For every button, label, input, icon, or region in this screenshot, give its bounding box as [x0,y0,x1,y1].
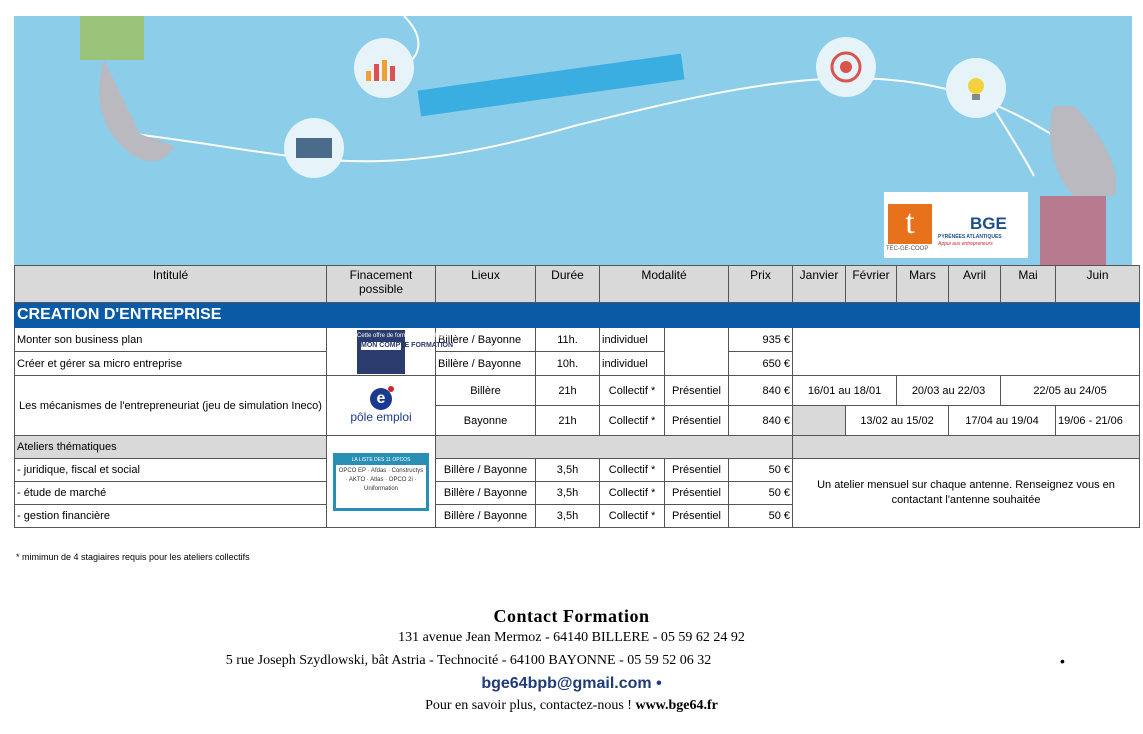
ateliers-gray-band [436,436,793,459]
row-intitule: Créer et gérer sa micro entreprise [15,352,327,376]
header-mai: Mai [1001,266,1056,303]
row-duree: 3,5h [536,459,600,482]
row-modalite: Collectif * [600,505,665,528]
row-prix: 650 € [729,352,793,376]
row-modalite: Collectif * [600,406,665,436]
table-row [15,376,1140,406]
training-schedule-table [14,265,1140,528]
row-duree: 11h. [536,328,600,352]
header-mars: Mars [897,266,949,303]
row-prix: 50 € [729,505,793,528]
header-intitule: Intitulé [15,266,327,303]
row-lieux: Billère / Bayonne [436,505,536,528]
table-row [15,459,1140,482]
row-duree: 3,5h [536,482,600,505]
opco-logo [327,436,436,528]
row-format: Présentiel [665,406,729,436]
row-modalite: Collectif * [600,459,665,482]
address-bayonne: 5 rue Joseph Szydlowski, bât Astria - Technocité - 64100 BAYONNE - 05 59 52 06 32 [225,653,712,668]
row-lieux: Billère / Bayonne [436,352,536,376]
row-intitule: Monter son business plan [15,328,327,352]
row-intitule: Les mécanismes de l'entrepreneuriat (jeu de simulation Ineco) [15,376,327,436]
bge-logo: BGE [970,214,1007,233]
row-prix: 840 € [729,376,793,406]
tec-ge-coop-logo: t [888,204,932,244]
website-link[interactable]: www.bge64.fr [635,698,718,713]
bge-tagline: Appui aux entrepreneurs [938,241,993,247]
table-row [15,328,1140,352]
mcf-eligibility-line: Cette offre de formation est éligible à [357,332,455,339]
date-cell: 17/04 au 19/04 [949,406,1056,436]
mcf-title: MON COMPTE FORMATION [361,341,454,349]
row-format-empty [665,328,729,376]
header-avril: Avril [949,266,1001,303]
row-intitule: - juridique, fiscal et social [15,459,327,482]
pole-emploi-icon: e [370,388,392,410]
row-lieux: Bayonne [436,406,536,436]
section-row [15,303,1140,328]
row-intitule: - étude de marché [15,482,327,505]
header-modalite: Modalité [600,266,729,303]
row-lieux: Billère / Bayonne [436,459,536,482]
row-duree: 10h. [536,352,600,376]
row-duree: 21h [536,376,600,406]
row-dates-empty [793,328,1140,376]
header-janvier: Janvier [793,266,846,303]
header-lieux: Lieux [436,266,536,303]
contact-email[interactable]: bge64bpb@gmail.com • [481,675,662,692]
footnote: * mimimun de 4 stagiaires requis pour les ateliers collectifs [16,552,250,562]
partner-logos [884,192,1028,258]
ateliers-title-row [15,436,1140,459]
header-fevrier: Février [846,266,897,303]
date-cell: 20/03 au 22/03 [897,376,1001,406]
row-modalite: individuel [600,352,665,376]
row-duree: 3,5h [536,505,600,528]
row-format: Présentiel [665,482,729,505]
pole-emploi-logo [327,376,436,436]
date-cell: 22/05 au 24/05 [1001,376,1140,406]
header-juin: Juin [1056,266,1140,303]
date-cell-empty [793,406,846,436]
mon-compte-formation-logo [327,328,455,376]
address-billere: 131 avenue Jean Mermoz - 64140 BILLERE - 05 59 62 24 92 [398,630,745,645]
ateliers-note: Un atelier mensuel sur chaque antenne. Renseignez vous en contactant l'antenne souhaitée [793,459,1140,528]
row-lieux: Billère / Bayonne [436,482,536,505]
section-title: CREATION D'ENTREPRISE [15,303,1140,328]
row-lieux: Billère [436,376,536,406]
row-modalite: individuel [600,328,665,352]
header-financement: Finacement possible [327,266,436,303]
date-cell: 19/06 - 21/06 [1056,406,1140,436]
row-format: Présentiel [665,376,729,406]
info-line [0,698,1143,714]
row-prix: 840 € [729,406,793,436]
info-prefix: Pour en savoir plus, contactez-nous ! [425,698,636,713]
row-format: Présentiel [665,505,729,528]
row-lieux: Billère / Bayonne [436,328,536,352]
row-format: Présentiel [665,459,729,482]
bullet-mark: • [1060,653,1065,669]
date-cell: 16/01 au 18/01 [793,376,897,406]
row-prix: 935 € [729,328,793,352]
row-intitule: - gestion financière [15,505,327,528]
row-prix: 50 € [729,482,793,505]
row-modalite: Collectif * [600,482,665,505]
row-duree: 21h [536,406,600,436]
ateliers-gray-band-dates [793,436,1140,459]
row-modalite: Collectif * [600,376,665,406]
tec-ge-coop-label: TEC-GE-COOP [886,246,929,252]
row-prix: 50 € [729,459,793,482]
date-cell: 13/02 au 15/02 [846,406,949,436]
opco-names: OPCO EP · Afdas · Constructys · AKTO · Atlas · OPCO 2i · Uniformation [338,467,424,492]
header-duree: Durée [536,266,600,303]
table-header-row [15,266,1140,303]
ateliers-title: Ateliers thématiques [15,436,327,459]
header-prix: Prix [729,266,793,303]
opco-title: LA LISTE DES 11 OPCOS [336,456,426,465]
bge-region: PYRÉNÉES ATLANTIQUES [938,234,1002,240]
pole-emploi-label: pôle emploi [350,409,412,424]
contact-title: Contact Formation [493,606,650,626]
